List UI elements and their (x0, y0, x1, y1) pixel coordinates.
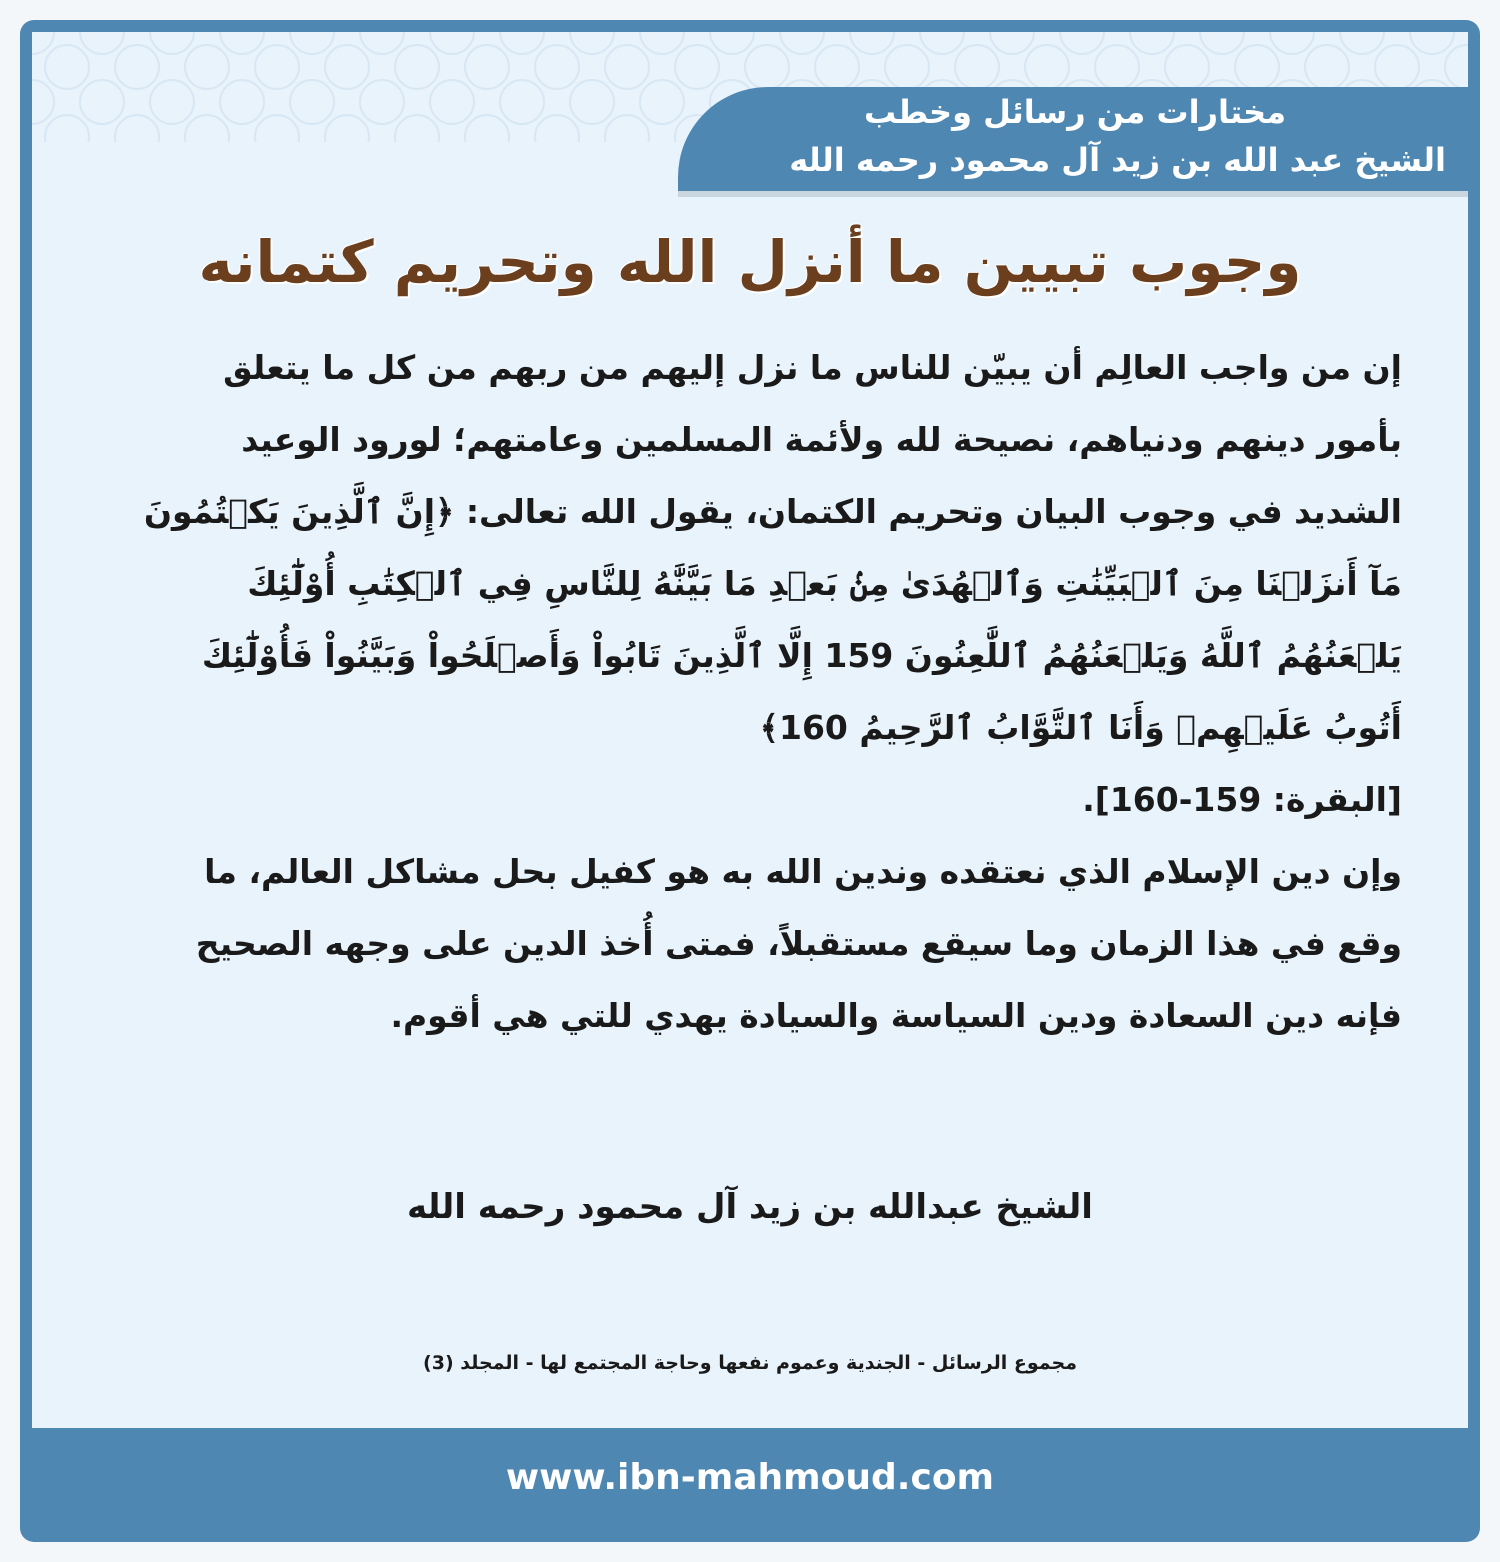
content-panel (32, 32, 1468, 1428)
header-band (678, 87, 1468, 197)
paragraph-2: وإن دين الإسلام الذي نعتقده وندين الله به هو كفيل بحل مشاكل العالم، ما وقع في هذا الزمان وما سيقع مستقبلاً، فمتى أُخذ الدين على وجهه الصحيح فإنه دين السعادة ودين السياسة والسيادة يهدي للتي هي أقوم. (195, 852, 1402, 1035)
author-signature: الشيخ عبدالله بن زيد آل محمود رحمه الله (407, 1187, 1093, 1227)
source-reference: مجموع الرسائل - الجندية وعموم نفعها وحاجة المجتمع لها - المجلد (3) (423, 1352, 1077, 1374)
page-title: وجوب تبيين ما أنزل الله وتحريم كتمانه (198, 228, 1302, 296)
paragraph-1: إن من واجب العالِم أن يبيّن للناس ما نزل إليهم من ربهم من كل ما يتعلق بأمور دينهم ودنياهم، نصيحة لله ولأئمة المسلمين وعامتهم؛ لورود الوعيد الشديد في وجوب البيان وتحريم الكتمان، يقول الله تعالى: ﴿إِنَّ ٱلَّذِينَ يَكۡتُمُونَ مَآ أَنزَلۡنَا مِنَ ٱلۡبَيِّنَٰتِ وَٱلۡهُدَىٰ مِنۢ بَعۡدِ مَا بَيَّنَّٰهُ لِلنَّاسِ فِي ٱلۡكِتَٰبِ أُوْلَٰٓئِكَ يَلۡعَنُهُمُ ٱللَّهُ وَيَلۡعَنُهُمُ ٱللَّٰعِنُونَ 159 إِلَّا ٱلَّذِينَ تَابُواْ وَأَصۡلَحُواْ وَبَيَّنُواْ فَأُوْلَٰٓئِكَ أَتُوبُ عَلَيۡهِمۡ وَأَنَا ٱلتَّوَّابُ ٱلرَّحِيمُ 160﴾ (143, 348, 1402, 747)
website-footer[interactable]: www.ibn-mahmoud.com (505, 1457, 995, 1498)
card-frame (20, 20, 1480, 1542)
header-line-1: مختارات من رسائل وخطب (863, 93, 1286, 131)
header-line-2: الشيخ عبد الله بن زيد آل محمود رحمه الله (789, 141, 1446, 179)
article-body (142, 332, 1402, 1052)
quran-citation: [البقرة: 159-160]. (1082, 780, 1402, 819)
